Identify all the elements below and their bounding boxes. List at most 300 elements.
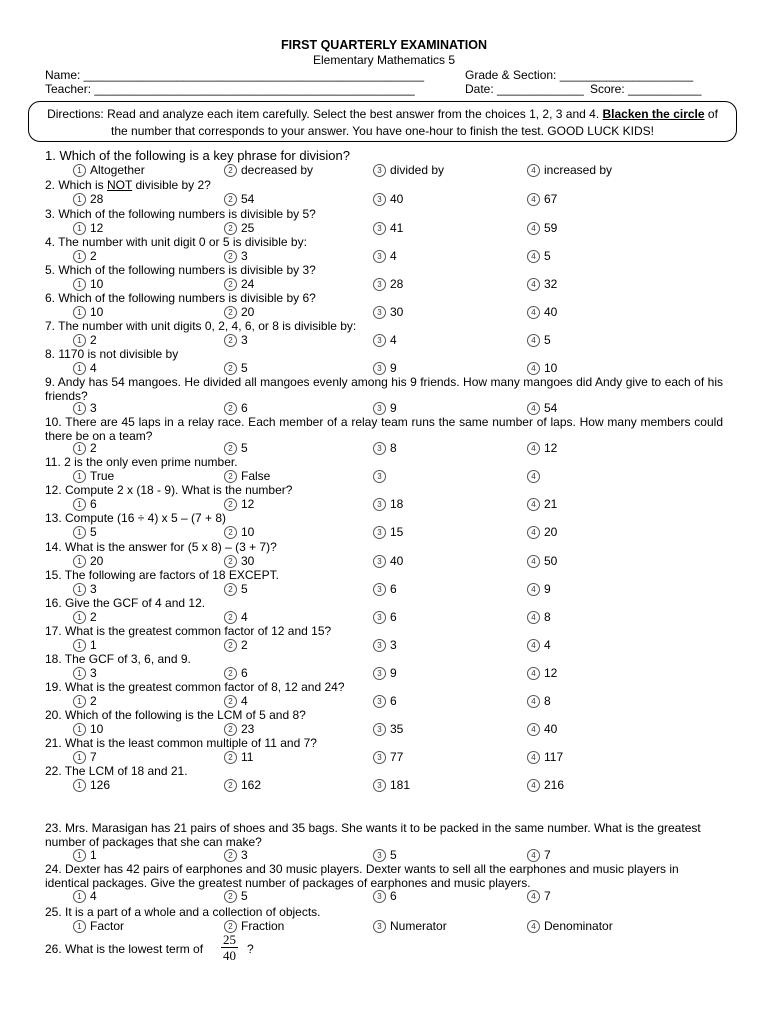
question-14: 14. What is the answer for (5 x 8) – (3 + 7)? xyxy=(45,540,277,554)
choice-label: 10 xyxy=(90,305,104,319)
question-20-choice-4[interactable] xyxy=(527,722,557,736)
question-2-choice-4[interactable] xyxy=(527,192,557,206)
answer-circle-icon[interactable]: 3 xyxy=(373,222,386,235)
answer-circle-icon[interactable]: 4 xyxy=(527,250,540,263)
question-10-choice-3[interactable] xyxy=(373,441,397,455)
question-13: 13. Compute (16 ÷ 4) x 5 – (7 + 8) xyxy=(45,511,227,525)
answer-circle-icon[interactable]: 2 xyxy=(224,695,237,708)
question-4-choice-3[interactable] xyxy=(373,249,397,263)
question-21: 21. What is the least common multiple of 11 and 7? xyxy=(45,736,317,750)
question-2 xyxy=(45,178,723,192)
question-4-choice-1[interactable] xyxy=(73,249,97,263)
question-17-choice-3[interactable] xyxy=(373,638,397,652)
question-9: 9. Andy has 54 mangoes. He divided all mangoes evenly among his 9 friends. How many mangoes did Andy give to each of his friends? xyxy=(45,375,723,403)
answer-circle-icon[interactable]: 4 xyxy=(527,611,540,624)
choice-label: Numerator xyxy=(390,919,447,933)
answer-circle-icon[interactable]: 2 xyxy=(224,849,237,862)
answer-circle-icon[interactable]: 2 xyxy=(224,362,237,375)
answer-circle-icon[interactable]: 1 xyxy=(73,278,86,291)
answer-circle-icon[interactable]: 4 xyxy=(527,470,540,483)
choice-label: Fraction xyxy=(241,919,285,933)
question-9-choice-3[interactable] xyxy=(373,401,397,415)
answer-circle-icon[interactable]: 3 xyxy=(373,498,386,511)
choice-label: 9 xyxy=(544,582,551,596)
answer-circle-icon[interactable]: 1 xyxy=(73,611,86,624)
answer-circle-icon[interactable]: 4 xyxy=(527,362,540,375)
question-19-choice-4[interactable] xyxy=(527,694,551,708)
choice-label: 41 xyxy=(390,221,404,235)
answer-circle-icon[interactable]: 1 xyxy=(73,306,86,319)
choice-label: 6 xyxy=(390,889,397,903)
question-25: 25. It is a part of a whole and a collection of objects. xyxy=(45,905,321,919)
answer-circle-icon[interactable]: 3 xyxy=(373,723,386,736)
question-20-choice-2[interactable] xyxy=(224,722,254,736)
question-9-choice-2[interactable] xyxy=(224,401,248,415)
answer-circle-icon[interactable]: 3 xyxy=(373,751,386,764)
choice-label: 181 xyxy=(390,778,411,792)
answer-circle-icon[interactable]: 4 xyxy=(527,498,540,511)
question-4-choice-2[interactable] xyxy=(224,249,248,263)
choice-label: 126 xyxy=(90,778,111,792)
question-14-choice-4[interactable] xyxy=(527,554,557,568)
answer-circle-icon[interactable]: 3 xyxy=(373,306,386,319)
answer-circle-icon[interactable]: 3 xyxy=(373,695,386,708)
question-16-choice-2[interactable] xyxy=(224,610,248,624)
question-21-choice-2[interactable] xyxy=(224,750,253,764)
question-5-choice-3[interactable] xyxy=(373,277,403,291)
choice-label: 6 xyxy=(241,666,248,680)
answer-circle-icon[interactable]: 1 xyxy=(73,164,86,177)
answer-circle-icon[interactable]: 1 xyxy=(73,402,86,415)
answer-circle-icon[interactable]: 1 xyxy=(73,442,86,455)
question-13-choice-2[interactable] xyxy=(224,525,254,539)
choice-label: 20 xyxy=(241,305,255,319)
choice-label: 4 xyxy=(390,249,397,263)
answer-circle-icon[interactable]: 2 xyxy=(224,498,237,511)
choice-label: 5 xyxy=(544,333,551,347)
answer-circle-icon[interactable]: 4 xyxy=(527,164,540,177)
choice-label: 20 xyxy=(544,525,558,539)
question-26: 26. What is the lowest term of xyxy=(45,942,204,956)
choice-label: 5 xyxy=(241,889,248,903)
question-22-choice-3[interactable] xyxy=(373,778,410,792)
answer-circle-icon[interactable]: 4 xyxy=(527,442,540,455)
answer-circle-icon[interactable]: 1 xyxy=(73,334,86,347)
answer-circle-icon[interactable]: 2 xyxy=(224,611,237,624)
question-3-choice-3[interactable] xyxy=(373,221,403,235)
answer-circle-icon[interactable]: 2 xyxy=(224,555,237,568)
question-23-choice-3[interactable] xyxy=(373,848,397,862)
question-13-choice-4[interactable] xyxy=(527,525,557,539)
question-11-choice-1[interactable] xyxy=(73,469,114,483)
choice-label: 77 xyxy=(390,750,404,764)
choice-label: 35 xyxy=(390,722,404,736)
choice-label: 10 xyxy=(241,525,255,539)
answer-circle-icon[interactable]: 1 xyxy=(73,723,86,736)
answer-circle-icon[interactable]: 4 xyxy=(527,667,540,680)
question-23-choice-4[interactable] xyxy=(527,848,551,862)
answer-circle-icon[interactable]: 3 xyxy=(373,920,386,933)
answer-circle-icon[interactable]: 3 xyxy=(373,250,386,263)
question-3-choice-1[interactable] xyxy=(73,221,103,235)
question-12: 12. Compute 2 x (18 - 9). What is the number? xyxy=(45,483,293,497)
answer-circle-icon[interactable]: 3 xyxy=(373,334,386,347)
answer-circle-icon[interactable]: 2 xyxy=(224,526,237,539)
choice-label: 12 xyxy=(544,666,558,680)
choice-label: True xyxy=(90,469,115,483)
answer-circle-icon[interactable]: 3 xyxy=(373,667,386,680)
answer-circle-icon[interactable]: 4 xyxy=(527,306,540,319)
question-17: 17. What is the greatest common factor of 12 and 15? xyxy=(45,624,332,638)
answer-circle-icon[interactable]: 4 xyxy=(527,583,540,596)
answer-circle-icon[interactable]: 1 xyxy=(73,920,86,933)
answer-circle-icon[interactable]: 1 xyxy=(73,526,86,539)
question-21-choice-3[interactable] xyxy=(373,750,403,764)
grade-section-field[interactable]: Grade & Section: ____________________ xyxy=(465,68,694,82)
choice-label: 117 xyxy=(544,750,564,764)
choice-label: 4 xyxy=(390,333,397,347)
answer-circle-icon[interactable]: 1 xyxy=(73,695,86,708)
answer-circle-icon[interactable]: 2 xyxy=(224,334,237,347)
choice-label: 5 xyxy=(90,525,97,539)
answer-circle-icon[interactable]: 1 xyxy=(73,583,86,596)
answer-circle-icon[interactable]: 3 xyxy=(373,639,386,652)
question-7: 7. The number with unit digits 0, 2, 4, 6, or 8 is divisible by: xyxy=(45,319,357,333)
date-field[interactable]: Date: _____________ xyxy=(465,82,584,96)
question-7-choice-1[interactable] xyxy=(73,333,97,347)
question-3: 3. Which of the following numbers is divisible by 5? xyxy=(45,207,316,221)
choice-label: 2 xyxy=(90,610,97,624)
choice-label: 54 xyxy=(544,401,558,415)
question-16-choice-1[interactable] xyxy=(73,610,97,624)
fraction-denominator: 40 xyxy=(223,948,236,963)
answer-circle-icon[interactable]: 3 xyxy=(373,442,386,455)
answer-circle-icon[interactable]: 4 xyxy=(527,193,540,206)
question-9-choice-4[interactable] xyxy=(527,401,557,415)
question-1-choice-3[interactable] xyxy=(373,163,444,177)
question-25-choice-3[interactable] xyxy=(373,919,447,933)
choice-label: 7 xyxy=(544,848,551,862)
answer-circle-icon[interactable]: 4 xyxy=(527,849,540,862)
question-15-choice-2[interactable] xyxy=(224,582,248,596)
choice-label: 8 xyxy=(544,610,551,624)
question-11-choice-3[interactable] xyxy=(373,469,390,483)
question-7-choice-3[interactable] xyxy=(373,333,397,347)
question-25-choice-2[interactable] xyxy=(224,919,284,933)
question-15: 15. The following are factors of 18 EXCEPT. xyxy=(45,568,279,582)
question-6-choice-1[interactable] xyxy=(73,305,103,319)
choice-label: 15 xyxy=(390,525,404,539)
answer-circle-icon[interactable]: 3 xyxy=(373,890,386,903)
name-field[interactable]: Name: ___________________________________________________ xyxy=(45,68,425,82)
answer-circle-icon[interactable]: 4 xyxy=(527,723,540,736)
choice-label: 10 xyxy=(544,361,558,375)
question-10-choice-1[interactable] xyxy=(73,441,97,455)
question-23-choice-2[interactable] xyxy=(224,848,248,862)
question-18: 18. The GCF of 3, 6, and 9. xyxy=(45,652,191,666)
question-9-choice-1[interactable] xyxy=(73,401,97,415)
question-5-choice-2[interactable] xyxy=(224,277,254,291)
question-12-choice-4[interactable] xyxy=(527,497,557,511)
answer-circle-icon[interactable]: 1 xyxy=(73,470,86,483)
answer-circle-icon[interactable]: 2 xyxy=(224,250,237,263)
score-field[interactable]: Score: ___________ xyxy=(590,82,702,96)
question-24: 24. Dexter has 42 pairs of earphones and 30 music players. Dexter wants to sell all the earphones and music players in identical packages. Give the greatest number of packages of earphones and music players. xyxy=(45,862,679,890)
answer-circle-icon[interactable]: 3 xyxy=(373,470,386,483)
choice-label: 10 xyxy=(90,722,104,736)
answer-circle-icon[interactable]: 4 xyxy=(527,555,540,568)
answer-circle-icon[interactable]: 1 xyxy=(73,639,86,652)
answer-circle-icon[interactable]: 1 xyxy=(73,222,86,235)
choice-label: 4 xyxy=(90,889,97,903)
answer-circle-icon[interactable]: 1 xyxy=(73,498,86,511)
choice-label: 54 xyxy=(241,192,255,206)
answer-circle-icon[interactable]: 3 xyxy=(373,278,386,291)
answer-circle-icon[interactable]: 1 xyxy=(73,849,86,862)
answer-circle-icon[interactable]: 4 xyxy=(527,890,540,903)
question-7-choice-4[interactable] xyxy=(527,333,551,347)
answer-circle-icon[interactable]: 2 xyxy=(224,639,237,652)
question-16-choice-4[interactable] xyxy=(527,610,551,624)
question-11-choice-2[interactable] xyxy=(224,469,270,483)
answer-circle-icon[interactable]: 2 xyxy=(224,779,237,792)
answer-circle-icon[interactable]: 3 xyxy=(373,526,386,539)
choice-label: 67 xyxy=(544,192,558,206)
question-6-choice-3[interactable] xyxy=(373,305,403,319)
answer-circle-icon[interactable]: 2 xyxy=(224,402,237,415)
answer-circle-icon[interactable]: 2 xyxy=(224,723,237,736)
choice-label: 216 xyxy=(544,778,565,792)
fraction-numerator: 25 xyxy=(223,932,236,947)
answer-circle-icon[interactable]: 2 xyxy=(224,920,237,933)
question-18-choice-3[interactable] xyxy=(373,666,397,680)
question-19-choice-1[interactable] xyxy=(73,694,97,708)
question-12-choice-3[interactable] xyxy=(373,497,403,511)
question-19-choice-3[interactable] xyxy=(373,694,397,708)
answer-circle-icon[interactable]: 2 xyxy=(224,278,237,291)
answer-circle-icon[interactable]: 4 xyxy=(527,751,540,764)
question-2-text-end: divisible by 2? xyxy=(132,178,211,192)
answer-circle-icon[interactable]: 1 xyxy=(73,890,86,903)
question-4-choice-4[interactable] xyxy=(527,249,551,263)
question-21-choice-1[interactable] xyxy=(73,750,97,764)
choice-label: Altogether xyxy=(90,163,145,177)
answer-circle-icon[interactable]: 2 xyxy=(224,222,237,235)
question-3-choice-4[interactable] xyxy=(527,221,557,235)
answer-circle-icon[interactable]: 3 xyxy=(373,555,386,568)
directions-emphasis: Blacken the circle xyxy=(602,107,705,121)
choice-label: 3 xyxy=(90,401,97,415)
question-6-choice-2[interactable] xyxy=(224,305,254,319)
question-2-not: NOT xyxy=(107,178,133,192)
answer-circle-icon[interactable]: 4 xyxy=(527,278,540,291)
choice-label: 12 xyxy=(241,497,255,511)
answer-circle-icon[interactable]: 4 xyxy=(527,334,540,347)
choice-label: 5 xyxy=(544,249,551,263)
choice-label: 8 xyxy=(544,694,551,708)
question-10-choice-2[interactable] xyxy=(224,441,248,455)
answer-circle-icon[interactable]: 1 xyxy=(73,555,86,568)
question-6-choice-4[interactable] xyxy=(527,305,557,319)
question-19-choice-2[interactable] xyxy=(224,694,248,708)
question-12-choice-2[interactable] xyxy=(224,497,254,511)
choice-label: 11 xyxy=(241,750,254,764)
question-2-text: 2. Which is xyxy=(45,178,108,192)
question-22: 22. The LCM of 18 and 21. xyxy=(45,764,188,778)
choice-label: 4 xyxy=(90,361,97,375)
choice-label: 2 xyxy=(90,441,97,455)
question-3-choice-2[interactable] xyxy=(224,221,254,235)
question-22-choice-4[interactable] xyxy=(527,778,564,792)
choice-label: 25 xyxy=(241,221,255,235)
answer-circle-icon[interactable]: 1 xyxy=(73,250,86,263)
choice-label: 6 xyxy=(390,694,397,708)
question-14-choice-2[interactable] xyxy=(224,554,254,568)
choice-label: 6 xyxy=(390,582,397,596)
answer-circle-icon[interactable]: 2 xyxy=(224,164,237,177)
answer-circle-icon[interactable]: 2 xyxy=(224,583,237,596)
question-12-choice-1[interactable] xyxy=(73,497,97,511)
question-15-choice-4[interactable] xyxy=(527,582,551,596)
question-1: 1. Which of the following is a key phrase for division? xyxy=(45,148,350,163)
question-8: 8. 1170 is not divisible by xyxy=(45,347,179,361)
question-24-choice-1[interactable] xyxy=(73,889,97,903)
question-23-choice-1[interactable] xyxy=(73,848,97,862)
answer-circle-icon[interactable]: 2 xyxy=(224,442,237,455)
question-18-choice-2[interactable] xyxy=(224,666,248,680)
choice-label: 162 xyxy=(241,778,262,792)
question-17-choice-4[interactable] xyxy=(527,638,551,652)
choice-label: 40 xyxy=(544,305,558,319)
question-13-choice-3[interactable] xyxy=(373,525,403,539)
choice-label: 5 xyxy=(241,441,248,455)
choice-label: 4 xyxy=(544,638,551,652)
question-1-choice-1[interactable] xyxy=(73,163,145,177)
answer-circle-icon[interactable]: 4 xyxy=(527,920,540,933)
choice-label: 3 xyxy=(241,848,248,862)
question-5-choice-4[interactable] xyxy=(527,277,557,291)
answer-circle-icon[interactable]: 3 xyxy=(373,164,386,177)
answer-circle-icon[interactable]: 1 xyxy=(73,779,86,792)
directions-text-2: of the number that corresponds to your answer. You have one-hour to finish the test. GOOD LUCK KIDS! xyxy=(111,107,718,138)
choice-label: 9 xyxy=(390,666,397,680)
answer-circle-icon[interactable]: 3 xyxy=(373,362,386,375)
choice-label: 12 xyxy=(90,221,104,235)
question-14-choice-3[interactable] xyxy=(373,554,403,568)
question-2-choice-3[interactable] xyxy=(373,192,403,206)
question-22-choice-2[interactable] xyxy=(224,778,261,792)
question-5-choice-1[interactable] xyxy=(73,277,103,291)
choice-label: 28 xyxy=(90,192,104,206)
question-15-choice-3[interactable] xyxy=(373,582,397,596)
question-25-choice-4[interactable] xyxy=(527,919,613,933)
question-15-choice-1[interactable] xyxy=(73,582,97,596)
answer-circle-icon[interactable]: 4 xyxy=(527,779,540,792)
question-24-choice-3[interactable] xyxy=(373,889,397,903)
question-7-choice-2[interactable] xyxy=(224,333,248,347)
question-13-choice-1[interactable] xyxy=(73,525,97,539)
answer-circle-icon[interactable]: 2 xyxy=(224,751,237,764)
choice-label: 6 xyxy=(90,497,97,511)
answer-circle-icon[interactable]: 3 xyxy=(373,193,386,206)
question-17-choice-2[interactable] xyxy=(224,638,248,652)
question-20-choice-1[interactable] xyxy=(73,722,103,736)
question-24-choice-4[interactable] xyxy=(527,889,551,903)
choice-label: increased by xyxy=(544,163,613,177)
choice-label: 40 xyxy=(390,192,404,206)
answer-circle-icon[interactable]: 4 xyxy=(527,402,540,415)
answer-circle-icon[interactable]: 2 xyxy=(224,470,237,483)
answer-circle-icon[interactable]: 4 xyxy=(527,526,540,539)
answer-circle-icon[interactable]: 2 xyxy=(224,193,237,206)
answer-circle-icon[interactable]: 2 xyxy=(224,890,237,903)
choice-label: 6 xyxy=(390,610,397,624)
question-8-choice-4[interactable] xyxy=(527,361,557,375)
question-24-choice-2[interactable] xyxy=(224,889,248,903)
question-20-choice-3[interactable] xyxy=(373,722,403,736)
question-1-choice-4[interactable] xyxy=(527,163,612,177)
choice-label: 40 xyxy=(544,722,558,736)
question-1-choice-2[interactable] xyxy=(224,163,313,177)
choice-label: 2 xyxy=(90,249,97,263)
choice-label: 5 xyxy=(241,582,248,596)
choice-label: 10 xyxy=(90,277,104,291)
answer-circle-icon[interactable]: 3 xyxy=(373,779,386,792)
question-25-choice-1[interactable] xyxy=(73,919,124,933)
answer-circle-icon[interactable]: 2 xyxy=(224,306,237,319)
answer-circle-icon[interactable]: 4 xyxy=(527,222,540,235)
question-17-choice-1[interactable] xyxy=(73,638,97,652)
choice-label: 8 xyxy=(390,441,397,455)
answer-circle-icon[interactable]: 1 xyxy=(73,362,86,375)
choice-label: 21 xyxy=(544,497,558,511)
question-21-choice-4[interactable] xyxy=(527,750,563,764)
answer-circle-icon[interactable]: 4 xyxy=(527,639,540,652)
answer-circle-icon[interactable]: 1 xyxy=(73,751,86,764)
answer-circle-icon[interactable]: 4 xyxy=(527,695,540,708)
answer-circle-icon[interactable]: 3 xyxy=(373,583,386,596)
question-11-choice-4[interactable] xyxy=(527,469,544,483)
choice-label: 20 xyxy=(90,554,104,568)
choice-label: 9 xyxy=(390,401,397,415)
answer-circle-icon[interactable]: 3 xyxy=(373,611,386,624)
question-2-choice-1[interactable] xyxy=(73,192,103,206)
choice-label: 3 xyxy=(241,333,248,347)
choice-label: Factor xyxy=(90,919,125,933)
answer-circle-icon[interactable]: 3 xyxy=(373,849,386,862)
exam-subtitle: Elementary Mathematics 5 xyxy=(312,53,456,67)
question-14-choice-1[interactable] xyxy=(73,554,103,568)
choice-label: 32 xyxy=(544,277,558,291)
question-18-choice-1[interactable] xyxy=(73,666,97,680)
question-8-choice-1[interactable] xyxy=(73,361,97,375)
question-8-choice-3[interactable] xyxy=(373,361,397,375)
choice-label: 40 xyxy=(390,554,404,568)
answer-circle-icon[interactable]: 1 xyxy=(73,667,86,680)
choice-label: 2 xyxy=(90,333,97,347)
question-10: 10. There are 45 laps in a relay race. Each member of a relay team runs the same number of laps. How many members could there be on a team? xyxy=(45,415,723,443)
answer-circle-icon[interactable]: 3 xyxy=(373,402,386,415)
question-18-choice-4[interactable] xyxy=(527,666,557,680)
answer-circle-icon[interactable]: 2 xyxy=(224,667,237,680)
question-10-choice-4[interactable] xyxy=(527,441,557,455)
question-8-choice-2[interactable] xyxy=(224,361,248,375)
question-16-choice-3[interactable] xyxy=(373,610,397,624)
question-2-choice-2[interactable] xyxy=(224,192,254,206)
teacher-field[interactable]: Teacher: ________________________________________________ xyxy=(45,82,415,96)
answer-circle-icon[interactable]: 1 xyxy=(73,193,86,206)
question-22-choice-1[interactable] xyxy=(73,778,110,792)
